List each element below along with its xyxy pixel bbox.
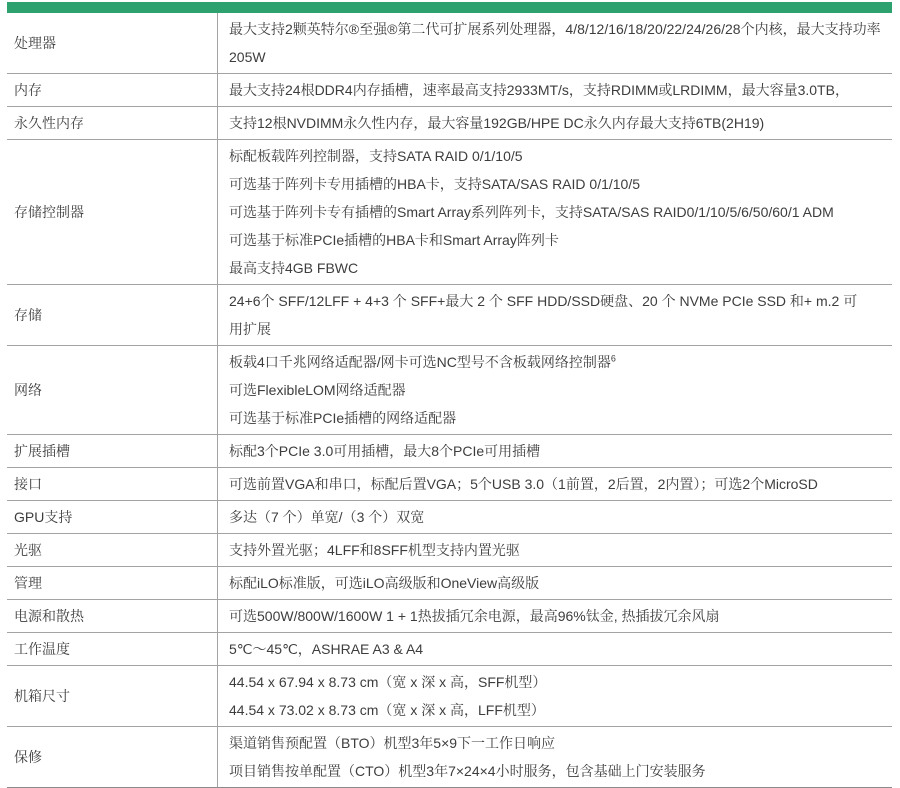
spec-label: 永久性内存 — [7, 107, 218, 139]
spec-line: 板载4口千兆网络适配器/网卡可选NC型号不含板载网络控制器$^6$ — [229, 353, 616, 370]
spec-line: 可选500W/800W/1600W 1 + 1热拔插冗余电源，最高96%钛金, 热插拔冗余风扇 — [229, 608, 720, 624]
spec-label: 保修 — [7, 727, 218, 787]
spec-row — [7, 666, 892, 727]
spec-line: 多达（7 个）单宽/（3 个）双宽 — [229, 509, 425, 525]
spec-value — [218, 633, 892, 665]
spec-line: 最大支持24根DDR4内存插槽，速率最高支持2933MT/s，支持RDIMM或LRDIMM，最大容量3.0TB， — [229, 82, 849, 98]
spec-row — [7, 13, 892, 74]
spec-value — [218, 140, 892, 284]
spec-label: 机箱尺寸 — [7, 666, 218, 726]
spec-row — [7, 435, 892, 468]
spec-value — [218, 435, 892, 467]
spec-row — [7, 534, 892, 567]
spec-table — [7, 13, 892, 788]
spec-value — [218, 501, 892, 533]
spec-line: 可选基于标准PCIe插槽的HBA卡和Smart Array阵列卡 — [229, 232, 559, 248]
spec-row — [7, 346, 892, 435]
spec-value — [218, 74, 892, 106]
spec-line: 项目销售按单配置（CTO）机型3年7×24×4小时服务，包含基础上门安装服务 — [229, 763, 706, 779]
spec-row — [7, 727, 892, 787]
spec-label: 接口 — [7, 468, 218, 500]
spec-label: 工作温度 — [7, 633, 218, 665]
spec-line: 最大支持2颗英特尔®至强®第二代可扩展系列处理器，4/8/12/16/18/20/22/24/26/28个内核，最大支持功率 — [229, 21, 881, 37]
spec-line: 可选基于标准PCIe插槽的网络适配器 — [229, 410, 457, 426]
spec-label: 扩展插槽 — [7, 435, 218, 467]
spec-label: 光驱 — [7, 534, 218, 566]
spec-label: 存储 — [7, 285, 218, 345]
spec-line: 205W — [229, 49, 266, 65]
footnote-superscript: 6 — [610, 353, 616, 364]
spec-line: 支持外置光驱；4LFF和8SFF机型支持内置光驱 — [229, 542, 520, 558]
spec-value — [218, 600, 892, 632]
spec-label: 处理器 — [7, 13, 218, 73]
spec-line: 最高支持4GB FBWC — [229, 260, 359, 276]
spec-value — [218, 285, 892, 345]
spec-label: GPU支持 — [7, 501, 218, 533]
spec-row — [7, 633, 892, 666]
spec-label: 存储控制器 — [7, 140, 218, 284]
spec-line: 支持12根NVDIMM永久性内存，最大容量192GB/HPE DC永久内存最大支持6TB(2H19) — [229, 115, 765, 131]
spec-value — [218, 107, 892, 139]
spec-line: 可选基于阵列卡专用插槽的HBA卡，支持SATA/SAS RAID 0/1/10/5 — [229, 176, 641, 192]
spec-row — [7, 74, 892, 107]
top-accent-bar — [7, 2, 892, 13]
spec-value — [218, 534, 892, 566]
spec-row — [7, 567, 892, 600]
spec-label: 内存 — [7, 74, 218, 106]
spec-value — [218, 468, 892, 500]
spec-line: 渠道销售预配置（BTO）机型3年5×9下一工作日响应 — [229, 735, 556, 751]
spec-label: 管理 — [7, 567, 218, 599]
spec-row — [7, 107, 892, 140]
spec-line: 标配3个PCIe 3.0可用插槽，最大8个PCIe可用插槽 — [229, 443, 541, 459]
spec-value — [218, 346, 892, 434]
spec-line: 可选FlexibleLOM网络适配器 — [229, 382, 406, 398]
spec-label: 网络 — [7, 346, 218, 434]
spec-value — [218, 13, 892, 73]
spec-line: 44.54 x 73.02 x 8.73 cm（宽 x 深 x 高，LFF机型） — [229, 702, 545, 718]
spec-value — [218, 727, 892, 787]
spec-line: 可选前置VGA和串口，标配后置VGA；5个USB 3.0（1前置，2后置，2内置）；可选2个MicroSD — [229, 476, 818, 492]
spec-row — [7, 501, 892, 534]
spec-value — [218, 567, 892, 599]
spec-row — [7, 285, 892, 346]
spec-row — [7, 600, 892, 633]
spec-label: 电源和散热 — [7, 600, 218, 632]
spec-row — [7, 468, 892, 501]
spec-line: 标配iLO标准版，可选iLO高级版和OneView高级版 — [229, 575, 540, 591]
spec-line: 标配板载阵列控制器，支持SATA RAID 0/1/10/5 — [229, 148, 523, 164]
spec-value — [218, 666, 892, 726]
spec-line: 24+6个 SFF/12LFF + 4+3 个 SFF+最大 2 个 SFF HDD/SSD硬盘、20 个 NVMe PCIe SSD 和+ m.2 可 — [229, 293, 858, 309]
spec-line: 用扩展 — [229, 321, 271, 337]
spec-line: 可选基于阵列卡专有插槽的Smart Array系列阵列卡，支持SATA/SAS RAID0/1/10/5/6/50/60/1 ADM — [229, 204, 834, 220]
spec-line: 5℃～45℃，ASHRAE A3 & A4 — [229, 641, 424, 657]
spec-row — [7, 140, 892, 285]
spec-line: 44.54 x 67.94 x 8.73 cm（宽 x 深 x 高，SFF机型） — [229, 674, 547, 690]
